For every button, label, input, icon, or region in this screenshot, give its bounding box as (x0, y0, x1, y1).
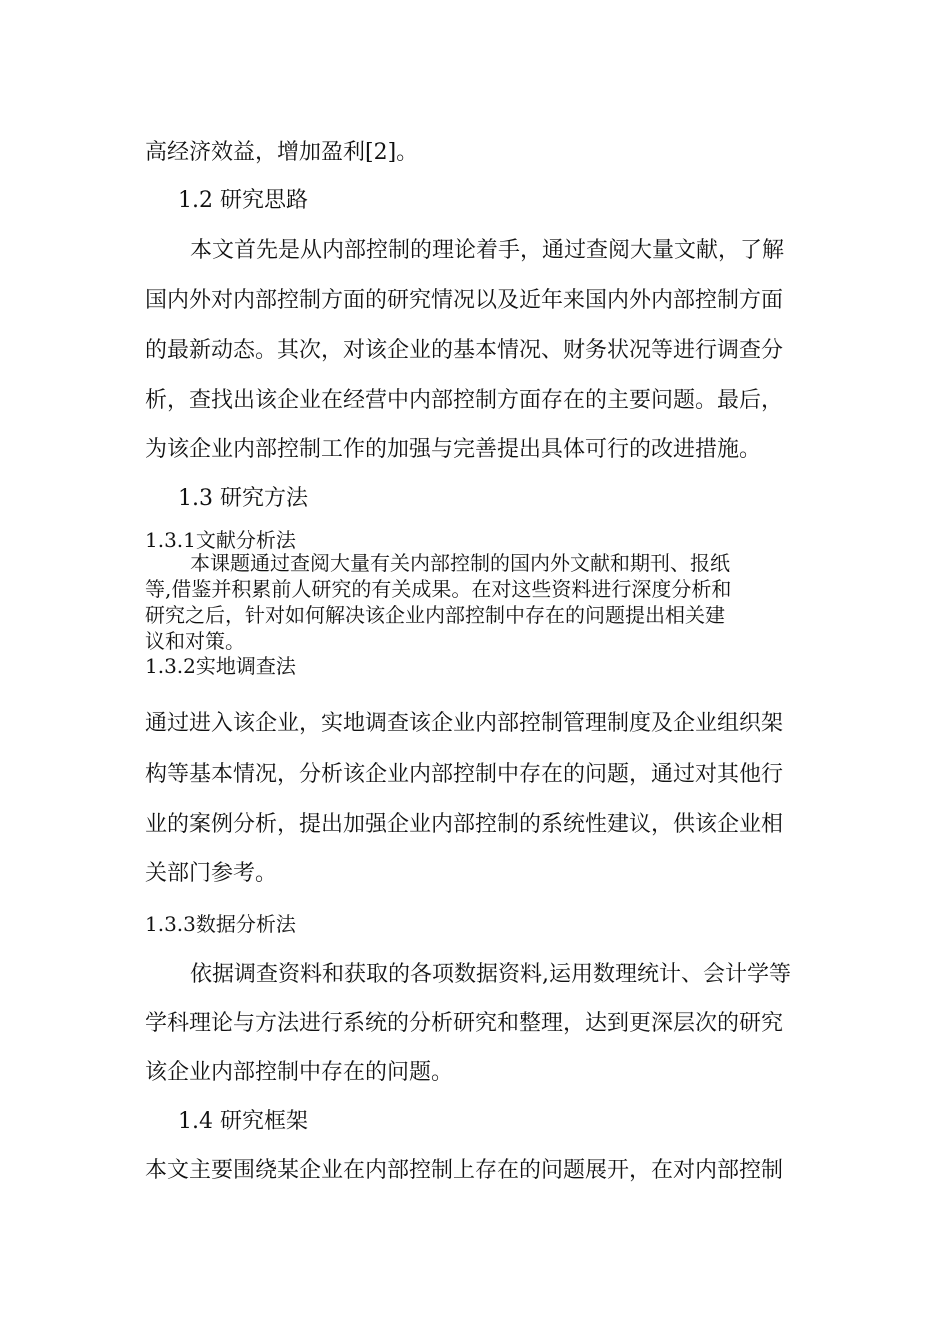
paragraph-line: 关部门参考。 (145, 861, 278, 886)
section-heading-1-2: 1.2 研究思路 (178, 188, 308, 213)
paragraph-line: 研究之后，针对如何解决该企业内部控制中存在的问题提出相关建 (145, 603, 725, 627)
paragraph-line: 本文首先是从内部控制的理论着手，通过查阅大量文献，了解 (190, 238, 785, 263)
paragraph-line: 为该企业内部控制工作的加强与完善提出具体可行的改进措施。 (145, 437, 762, 462)
subsection-heading-1-3-2: 1.3.2实地调查法 (145, 654, 296, 678)
section-heading-1-3: 1.3 研究方法 (178, 486, 308, 511)
paragraph-line: 高经济效益，增加盈利[2]。 (145, 140, 419, 165)
paragraph-line: 本课题通过查阅大量有关内部控制的国内外文献和期刊、报纸 (190, 551, 730, 575)
paragraph-line: 等,借鉴并积累前人研究的有关成果。在对这些资料进行深度分析和 (145, 577, 732, 601)
paragraph-line: 学科理论与方法进行系统的分析研究和整理，达到更深层次的研究 (145, 1011, 784, 1036)
paragraph-line: 国内外对内部控制方面的研究情况以及近年来国内外内部控制方面 (145, 288, 784, 313)
paragraph-line: 该企业内部控制中存在的问题。 (145, 1060, 454, 1085)
paragraph-line: 的最新动态。其次，对该企业的基本情况、财务状况等进行调查分 (145, 338, 784, 363)
paragraph-line: 业的案例分析，提出加强企业内部控制的系统性建议，供该企业相 (145, 812, 784, 837)
subsection-heading-1-3-1: 1.3.1文献分析法 (145, 528, 296, 552)
section-heading-1-4: 1.4 研究框架 (178, 1109, 308, 1134)
subsection-heading-1-3-3: 1.3.3数据分析法 (145, 912, 296, 936)
paragraph-line: 通过进入该企业，实地调查该企业内部控制管理制度及企业组织架 (145, 711, 784, 736)
paragraph-line: 析，查找出该企业在经营中内部控制方面存在的主要问题。最后， (145, 388, 784, 413)
paragraph-line: 构等基本情况，分析该企业内部控制中存在的问题，通过对其他行 (145, 762, 784, 787)
paragraph-line: 本文主要围绕某企业在内部控制上存在的问题展开，在对内部控制 (145, 1158, 784, 1183)
paragraph-line: 议和对策。 (145, 629, 245, 653)
paragraph-line: 依据调查资料和获取的各项数据资料,运用数理统计、会计学等 (190, 962, 791, 987)
